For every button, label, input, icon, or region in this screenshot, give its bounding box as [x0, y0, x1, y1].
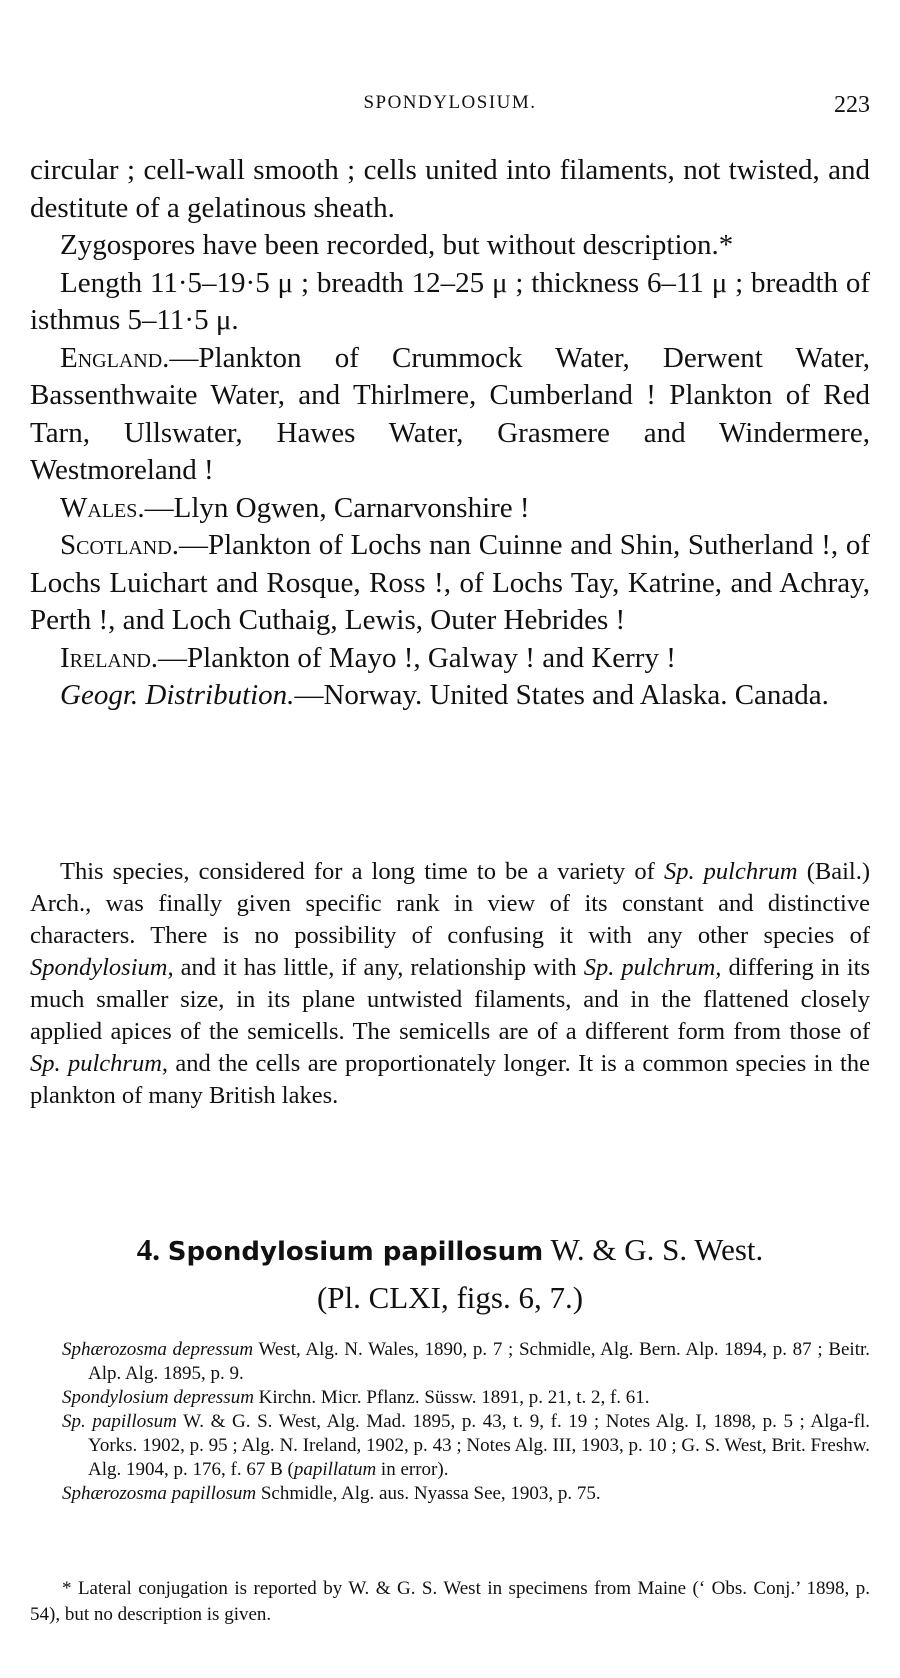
synonym-reference: in error). — [376, 1459, 449, 1480]
england-text: .—Plankton of Crummock Water, Derwent Water, Bassenthwaite Water, and Thirlmere, Cumberland ! Plankton of Red Tarn, Ullswater, Hawes Water, Grasmere and Windermere, Westmoreland ! — [30, 341, 870, 486]
description-continuation: circular ; cell-wall smooth ; cells united into filaments, not twisted, and destitute of a gelatinous sheath. — [30, 154, 870, 224]
footnote: * Lateral conjugation is reported by W. & G. S. West in specimens from Maine (‘ Obs. Conj.’ 1898, p. 54), but no description is given. — [30, 1578, 870, 1625]
genus-ref: Spondylosium, — [30, 954, 174, 981]
scotland-label: Scotland — [60, 529, 172, 561]
synonym-entry — [62, 1482, 870, 1506]
discussion-text: (Bail.) Arch., was finally given specific rank in view of its constant and distinctive characters. There is no possibility of confusing it with any other species of — [30, 858, 870, 949]
distribution-wales — [30, 490, 870, 528]
synonym-reference: W. & G. S. West, Alg. Mad. 1895, p. 43, t. 9, f. 19 ; Notes Alg. I, 1898, p. 5 ; Alga-fl. Yorks. 1902, p. 95 ; Alg. N. Ireland, 1902, p. 43 ; Notes Alg. III, 1903, p. 10 ; G. S. West, Brit. Freshw. Alg. 1904, p. 176, f. 67 B ( — [88, 1411, 871, 1480]
distribution-ireland — [30, 640, 870, 678]
species-ref: Sp. pulchrum, — [30, 1050, 169, 1077]
wales-text: .—Llyn Ogwen, Carnarvonshire ! — [137, 491, 530, 524]
zygospore-note: Zygospores have been recorded, but without description.* — [60, 229, 734, 261]
geogr-label: Geogr. Distribution. — [60, 679, 295, 711]
synonym-name: Sphærozosma papillosum — [62, 1483, 257, 1504]
synonym-name: Sp. papillosum — [62, 1411, 177, 1432]
discussion-text: and it has little, if any, relationship with — [173, 954, 584, 981]
species-number: 4. — [136, 1232, 160, 1267]
synonym-name: Spondylosium depressum — [62, 1387, 254, 1408]
discussion-paragraph — [30, 856, 870, 1112]
wales-label: Wales — [60, 491, 138, 524]
distribution-scotland — [30, 527, 870, 640]
ireland-label: Ireland — [60, 641, 151, 674]
species-description — [30, 152, 870, 715]
england-label: England — [60, 341, 163, 374]
synonym-entry — [62, 1338, 870, 1386]
synonymy-list — [62, 1338, 870, 1506]
species-ref: Sp. pulchrum, — [583, 954, 722, 981]
discussion-text: This species, considered for a long time to be a variety of — [60, 858, 664, 885]
species-ref: Sp. pulchrum — [663, 858, 798, 885]
ireland-text: .—Plankton of Mayo !, Galway ! and Kerry ! — [150, 641, 676, 674]
synonym-entry — [62, 1386, 870, 1410]
synonym-reference: West, Alg. N. Wales, 1890, p. 7 ; Schmidle, Alg. Bern. Alp. 1894, p. 87 ; Beitr. Alp. Alg. 1895, p. 9. — [88, 1339, 871, 1384]
dimensions: Length 11·5–19·5 μ ; breadth 12–25 μ ; thickness 6–11 μ ; breadth of isthmus 5–11·5 μ. — [30, 266, 870, 336]
page-number: 223 — [834, 92, 870, 118]
discussion-text: differing in its much smaller size, in its plane untwisted filaments, and in the flattened closely applied apices of the semicells. The semicells are of a different form from those of — [30, 954, 870, 1045]
species-authority: W. & G. S. West. — [550, 1232, 764, 1267]
synonym-reference: Kirchn. Micr. Pflanz. Süssw. 1891, p. 21, t. 2, f. 61. — [253, 1387, 650, 1408]
running-head — [30, 92, 870, 122]
synonym-name: Sphærozosma depressum — [62, 1339, 254, 1360]
running-head-title: SPONDYLOSIUM. — [363, 92, 537, 113]
distribution-england — [30, 340, 870, 490]
synonym-emphasis: papillatum — [293, 1459, 377, 1480]
discussion-text: and the cells are proportionately longer. It is a common species in the plankton of many British lakes. — [30, 1050, 870, 1109]
plate-reference: (Pl. CLXI, figs. 6, 7.) — [316, 1280, 584, 1315]
synonym-entry — [62, 1410, 870, 1482]
geographic-distribution — [30, 677, 870, 715]
synonym-reference: Schmidle, Alg. aus. Nyassa See, 1903, p. 75. — [256, 1483, 601, 1504]
geogr-text: —Norway. United States and Alaska. Canada. — [294, 679, 829, 711]
species-heading — [30, 1227, 870, 1321]
species-name: Spondylosium papillosum — [167, 1237, 544, 1267]
scotland-text: .—Plankton of Lochs nan Cuinne and Shin, Sutherland !, of Lochs Luichart and Rosque, Ross !, of Lochs Tay, Katrine, and Achray, Perth !, and Loch Cuthaig, Lewis, Outer Hebrides ! — [30, 529, 870, 636]
